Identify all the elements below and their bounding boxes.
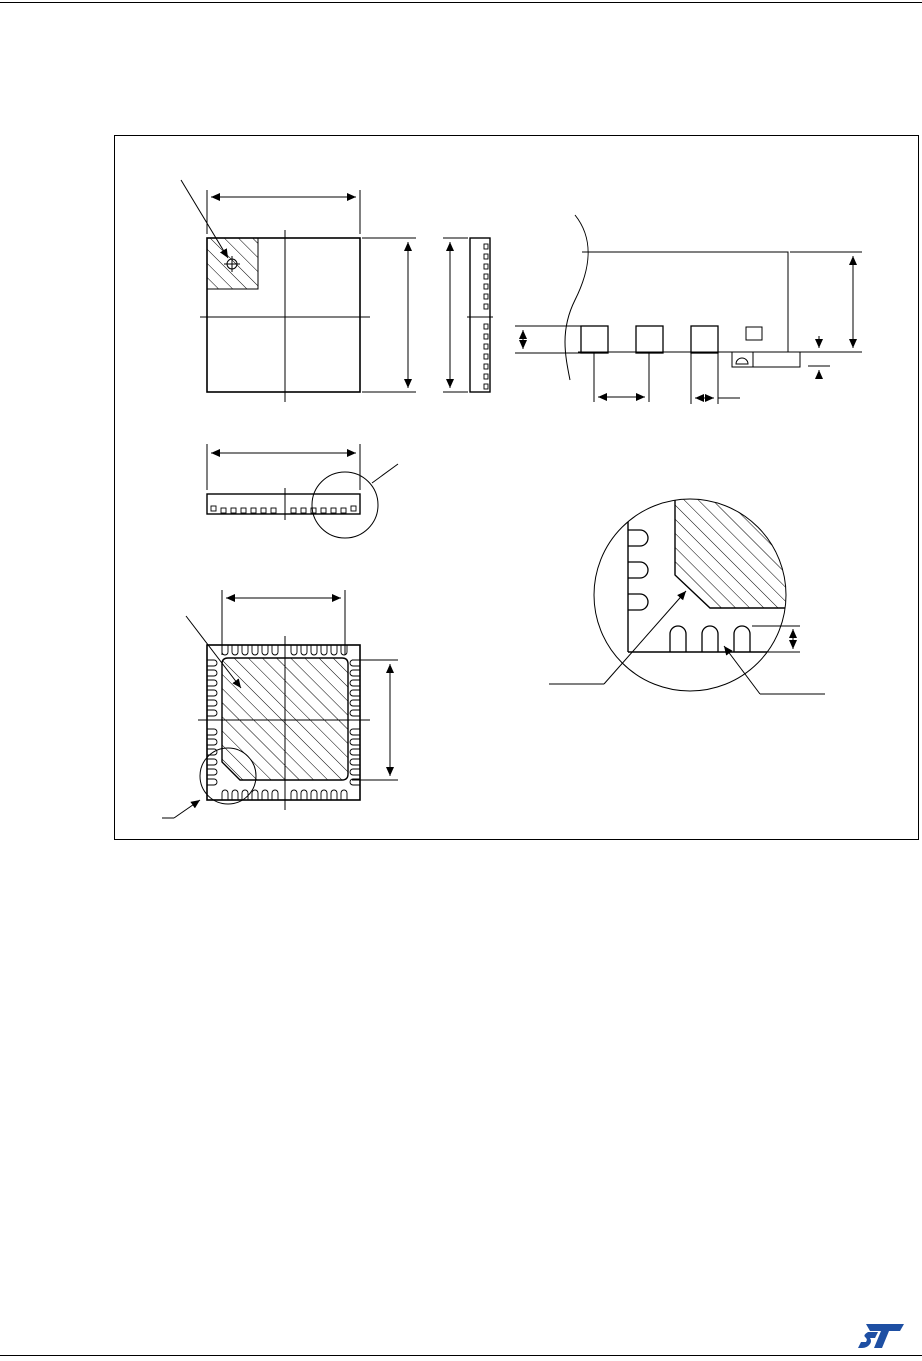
side-view-detail — [515, 215, 862, 404]
bottom-view — [162, 590, 398, 818]
top-view — [181, 180, 416, 402]
footer-rule — [0, 1355, 922, 1356]
front-view — [207, 444, 398, 538]
corner-detail — [549, 490, 825, 694]
side-view-narrow — [443, 238, 493, 392]
st-logo — [858, 1322, 906, 1350]
